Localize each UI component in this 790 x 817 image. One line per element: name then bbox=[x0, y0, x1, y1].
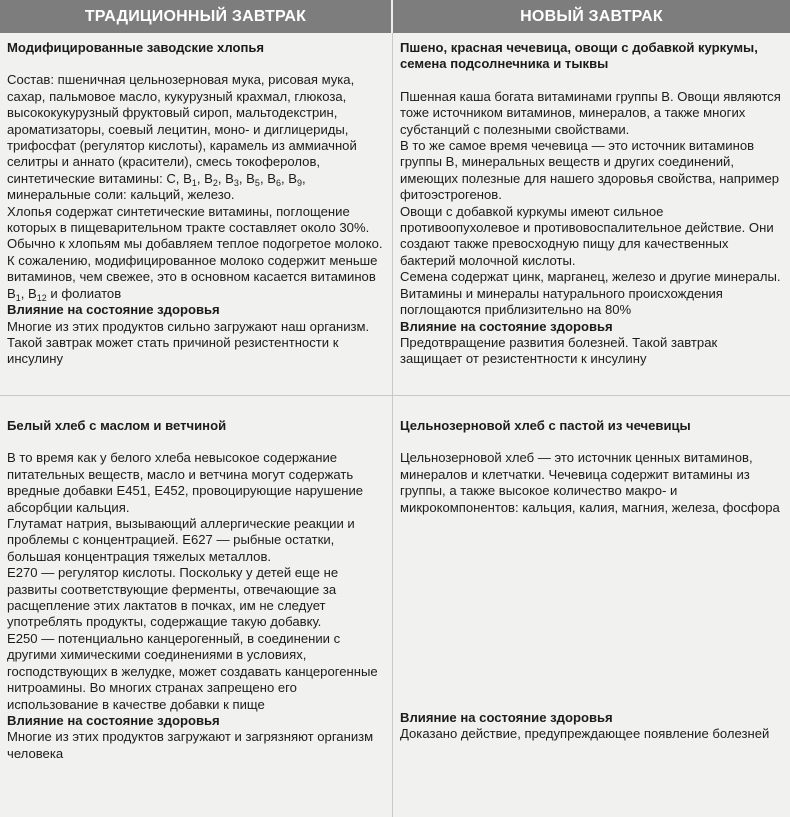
paragraph: Овощи с добавкой куркумы имеют сильное противоопухолевое и противовоспалительное действие. Они создают также превосходную пищу для качественных бактерий молочной кислоты. bbox=[400, 203, 774, 268]
item-title: Белый хлеб с маслом и ветчиной bbox=[7, 418, 227, 433]
health-influence-text: Многие из этих продуктов загружают и загрязняют организм человека bbox=[7, 729, 374, 761]
paragraph: Хлопья содержат синтетические витамины, поглощение которых в пищеварительном тракте составляет около 30%. bbox=[7, 203, 370, 236]
paragraph: Е250 — потенциально канцерогенный, в соединении с другими химическими соединениями в условиях, господствующих в желудке, может создавать канцерогенные нитроамины. Во многих странах запрещено его использование в качестве добавки к пище bbox=[7, 630, 378, 712]
composition-paragraph: Состав: пшеничная цельнозерновая мука, рисовая мука, сахар, пальмовое масло, кукурузный крахмал, глюкоза, высококукурузный фруктовый сироп, мальтодекстрин, ароматизаторы, соевый лецитин, моно- и диглицериды, трифосфат (регулятор кислоты), карамель из аммиачной селитры и аннато (красители), смесь токоферолов, синтетические витамины: С, $B_1$, $B_2$, $B_3$, $B_5$, $B_6$, $B_9$, минеральные соли: кальций, железо. bbox=[7, 72, 357, 203]
health-influence-title: Влияние на состояние здоровья bbox=[7, 712, 220, 728]
item-title: Цельнозерновой хлеб с пастой из чечевицы bbox=[400, 418, 691, 433]
health-influence-title: Влияние на состояние здоровья bbox=[400, 710, 613, 726]
health-influence-text: Доказано действие, предупреждающее появление болезней bbox=[400, 726, 770, 742]
paragraph: В то же самое время чечевица — это источник витаминов группы В, минеральных веществ и других соединений, имеющих полезные для нашего здоровья свойства, например фитоэстрогенов. bbox=[400, 138, 780, 203]
item-title: Пшено, красная чечевица, овощи с добавкой куркумы, семена подсолнечника и тыквы bbox=[400, 40, 758, 72]
paragraph: Пшенная каша богата витаминами группы В. Овощи являются тоже источником витаминов, минералов, а также многих субстанций с полезными свойствами. bbox=[400, 88, 781, 137]
cell-traditional-bread bbox=[0, 395, 393, 817]
paragraph: Цельнозерновой хлеб — это источник ценных витаминов, минералов и клетчатки. Чечевица содержит витамины из группы, а также высокое количество макро- и микрокомпонентов: кальция, калия, магния, железа, фосфора bbox=[400, 450, 780, 515]
header-new: НОВЫЙ ЗАВТРАК bbox=[393, 0, 790, 33]
cell-new-millet bbox=[393, 33, 790, 395]
item-title: Модифицированные заводские хлопья bbox=[7, 40, 265, 55]
paragraph: Семена содержат цинк, марганец, железо и другие минералы. bbox=[400, 269, 781, 285]
health-influence-text: Предотвращение развития болезней. Такой завтрак защищает от резистентности к инсулину bbox=[400, 334, 718, 367]
paragraph: В то время как у белого хлеба невысокое содержание питательных веществ, масло и ветчина могут содержать вредные добавки Е451, Е452, провоцирующие нарушение абсорбции кальция. bbox=[7, 450, 364, 515]
health-influence-title: Влияние на состояние здоровья bbox=[7, 302, 220, 318]
health-influence-text: Многие из этих продуктов сильно загружают наш организм. Такой завтрак может стать причиной резистентности к инсулину bbox=[7, 318, 370, 367]
paragraph: Глутамат натрия, вызывающий аллергические реакции и проблемы с концентрацией. Е627 — рыбные остатки, большая концентрация тяжелых металлов. bbox=[7, 516, 355, 564]
milk-paragraph: Обычно к хлопьям мы добавляем теплое подогретое молоко. К сожалению, модифицированное молоко содержит меньше витаминов, чем свежее, это в основном касается витаминов $B_1$, $B_{12}$ и фолиатов bbox=[7, 236, 383, 303]
cell-traditional-cereal bbox=[0, 33, 393, 395]
paragraph: Е270 — регулятор кислоты. Поскольку у детей еще не развиты соответствующие ферменты, отвечающие за расщепление этих лактатов в почках, им не следует употреблять продукты, содержащие такую добавку. bbox=[7, 565, 339, 630]
header-traditional: ТРАДИЦИОННЫЙ ЗАВТРАК bbox=[0, 0, 393, 33]
health-influence-title: Влияние на состояние здоровья bbox=[400, 318, 613, 334]
paragraph: Витамины и минералы натурального происхождения поглощаются приблизительно на 80% bbox=[400, 285, 723, 318]
cell-new-wholegrain-bread bbox=[393, 395, 790, 817]
